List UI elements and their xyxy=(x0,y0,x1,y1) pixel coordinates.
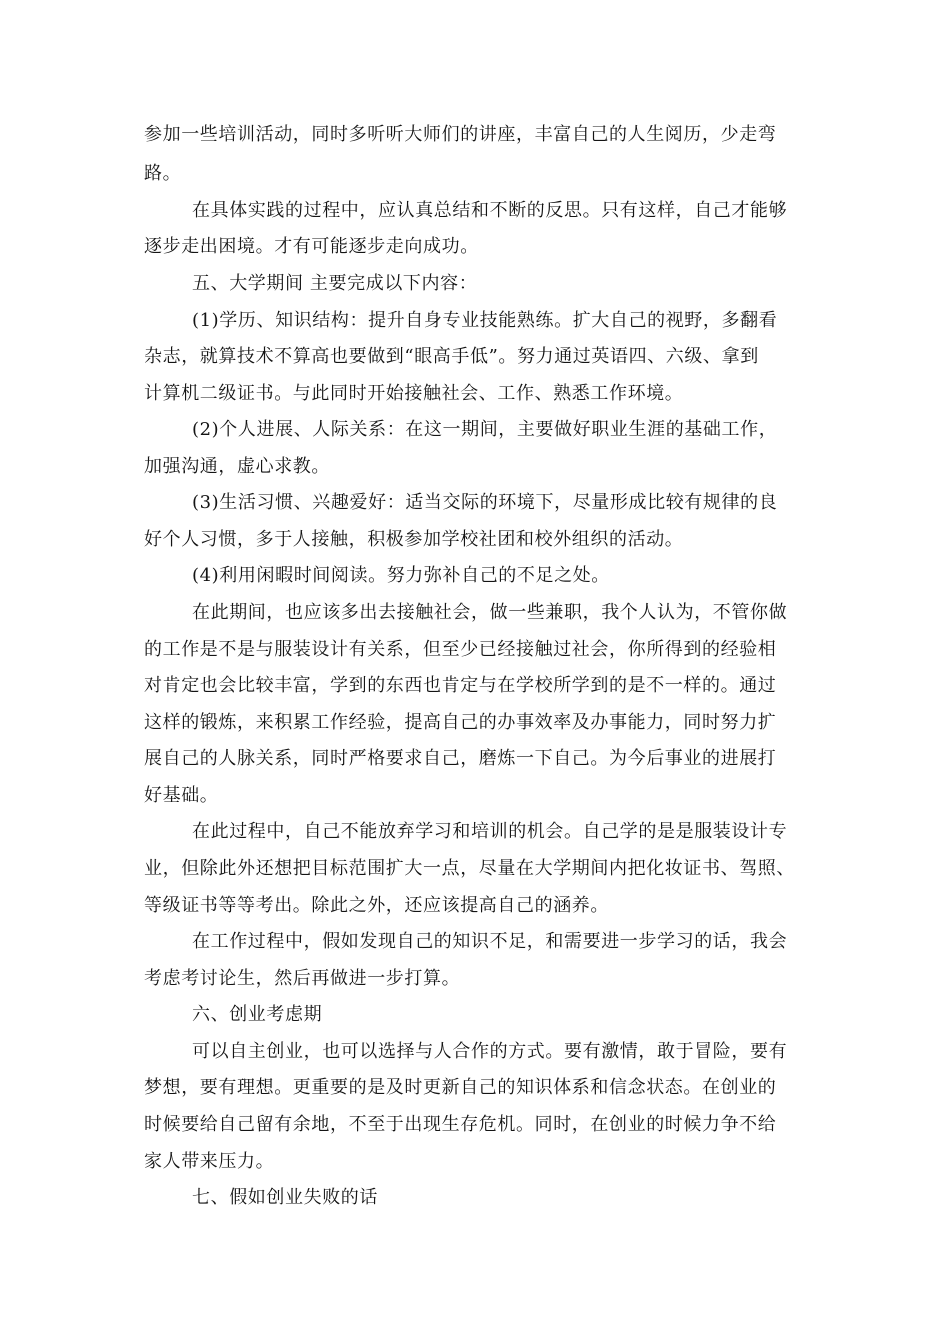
text-line: 逐步走出困境。才有可能逐步走向成功。 xyxy=(144,236,479,257)
text-line: 在工作过程中，假如发现自己的知识不足，和需要进一步学习的话，我会 xyxy=(192,931,788,952)
text-line: 路。 xyxy=(144,163,182,184)
text-line: 等级证书等等考出。除此之外，还应该提高自己的涵养。 xyxy=(144,895,609,916)
text-line: (1)学历、知识结构：提升自身专业技能熟练。扩大自己的视野，多翻看 xyxy=(192,310,778,331)
text-line: (4)利用闲暇时间阅读。努力弥补自己的不足之处。 xyxy=(192,565,610,586)
text-line: 加强沟通，虚心求教。 xyxy=(144,456,330,477)
text-line: (2)个人进展、人际关系：在这一期间，主要做好职业生涯的基础工作， xyxy=(192,419,778,440)
text-line: 家人带来压力。 xyxy=(144,1151,275,1172)
text-line: 参加一些培训活动，同时多听听大师们的讲座，丰富自己的人生阅历，少走弯 xyxy=(144,124,777,145)
text-line: 展自己的人脉关系，同时严格要求自己，磨炼一下自己。为今后事业的进展打 xyxy=(144,748,777,769)
text-line: 梦想，要有理想。更重要的是及时更新自己的知识体系和信念状态。在创业的 xyxy=(144,1077,777,1098)
text-line: 时候要给自己留有余地，不至于出现生存危机。同时，在创业的时候力争不给 xyxy=(144,1114,777,1135)
text-line: 考虑考讨论生，然后再做进一步打算。 xyxy=(144,968,461,989)
text-line: 的工作是不是与服装设计有关系，但至少已经接触过社会，你所得到的经验相 xyxy=(144,639,777,660)
text-line: 在具体实践的过程中，应认真总结和不断的反思。只有这样，自己才能够 xyxy=(192,200,788,221)
section-heading: 七、假如创业失败的话 xyxy=(192,1187,378,1208)
text-line: 在此过程中，自己不能放弃学习和培训的机会。自己学的是是服装设计专 xyxy=(192,821,788,842)
text-line: 业，但除此外还想把目标范围扩大一点，尽量在大学期间内把化妆证书、驾照、 xyxy=(144,858,795,879)
text-line: 在此期间，也应该多出去接触社会，做一些兼职，我个人认为，不管你做 xyxy=(192,602,788,623)
text-line: 这样的锻炼，来积累工作经验，提高自己的办事效率及办事能力，同时努力扩 xyxy=(144,712,777,733)
section-heading: 五、大学期间 主要完成以下内容： xyxy=(192,273,478,294)
section-heading: 六、创业考虑期 xyxy=(192,1004,323,1025)
text-line: 对肯定也会比较丰富，学到的东西也肯定与在学校所学到的是不一样的。通过 xyxy=(144,675,777,696)
text-line: 好基础。 xyxy=(144,785,219,806)
text-line: (3)生活习惯、兴趣爱好：适当交际的环境下，尽量形成比较有规律的良 xyxy=(192,492,778,513)
text-line: 杂志，就算技术不算高也要做到“眼高手低”。努力通过英语四、六级、拿到 xyxy=(144,346,759,367)
text-line: 好个人习惯，多于人接触，积极参加学校社团和校外组织的活动。 xyxy=(144,529,684,550)
text-line: 可以自主创业，也可以选择与人合作的方式。要有激情，敢于冒险，要有 xyxy=(192,1041,788,1062)
text-line: 计算机二级证书。与此同时开始接触社会、工作、熟悉工作环境。 xyxy=(144,383,684,404)
